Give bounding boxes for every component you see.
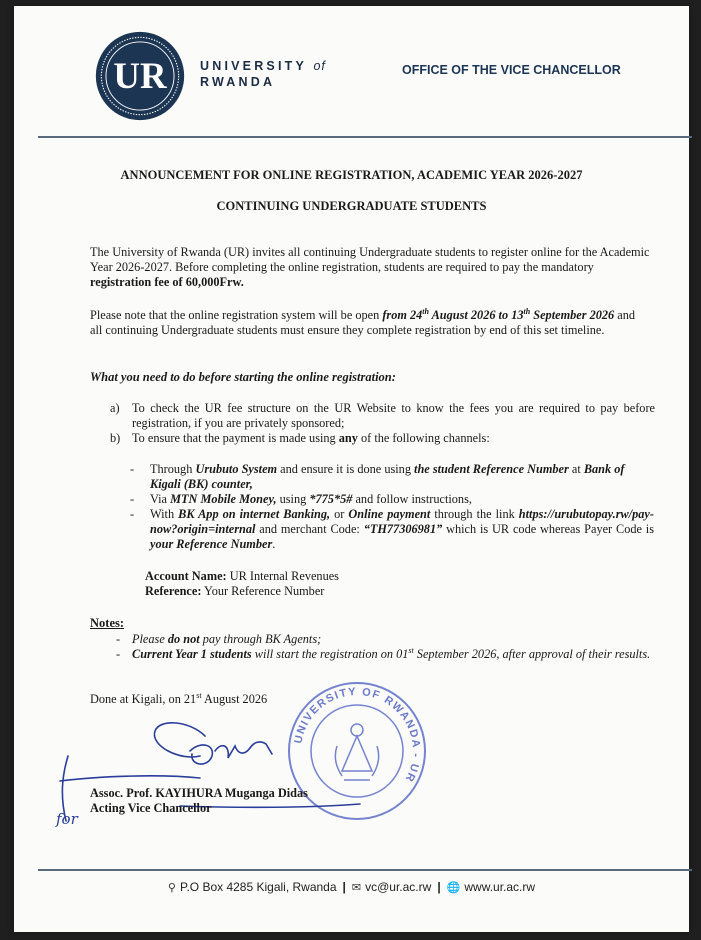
channel-urubuto: Urubuto System bbox=[195, 462, 278, 476]
for-mark: for bbox=[56, 810, 78, 828]
merchant-code: “TH77306981” bbox=[363, 522, 443, 536]
footer-separator: | bbox=[437, 880, 441, 894]
signer-title: Acting Vice Chancellor bbox=[90, 801, 212, 815]
channel-mtn: MTN Mobile Money, bbox=[170, 492, 277, 506]
channel-text: or bbox=[330, 507, 349, 521]
location-pin-icon: ⚲ bbox=[167, 882, 176, 894]
timeline-end: September 2026 bbox=[530, 308, 615, 322]
list-marker: - bbox=[130, 507, 135, 521]
note-text: pay through BK Agents; bbox=[199, 632, 322, 646]
channel-reference: the student Reference Number bbox=[414, 462, 569, 476]
done-sup: st bbox=[196, 690, 202, 700]
registration-fee: registration fee of 60,000Frw. bbox=[90, 275, 244, 289]
globe-icon: 🌐 bbox=[446, 882, 461, 894]
reference-value: Your Reference Number bbox=[201, 584, 325, 598]
list-item bbox=[110, 401, 655, 431]
note-bold: Current Year 1 students bbox=[132, 647, 252, 661]
channel-text: Through bbox=[150, 462, 196, 476]
timeline-to-sup: th bbox=[523, 306, 531, 316]
footer-email[interactable]: vc@ur.ac.rw bbox=[365, 880, 432, 894]
list-item bbox=[130, 462, 654, 492]
channel-bk-counter: Bank of Kigali (BK) counter, bbox=[150, 462, 625, 491]
note-text: will start the registration on 01 bbox=[251, 647, 409, 661]
channel-text: using bbox=[276, 492, 310, 506]
university-name-of: of bbox=[313, 59, 326, 73]
footer-address: P.O Box 4285 Kigali, Rwanda bbox=[179, 880, 337, 894]
reference-label: Reference: bbox=[145, 584, 202, 598]
step-text-post: of the following channels: bbox=[357, 431, 490, 445]
channel-online-payment: Online payment bbox=[348, 507, 431, 521]
timeline-mid: August 2026 to 13 bbox=[428, 308, 524, 322]
step-text: To ensure that the payment is made using bbox=[132, 431, 339, 445]
university-logo-seal bbox=[94, 30, 186, 122]
notes-list bbox=[110, 632, 655, 662]
channel-ussd-code: *775*5# bbox=[309, 492, 353, 506]
channel-text: Via bbox=[150, 492, 171, 506]
list-item bbox=[130, 507, 654, 552]
notes-heading: Notes: bbox=[90, 616, 125, 630]
note-text: September 2026, after approval of their results. bbox=[413, 647, 651, 661]
header-divider bbox=[38, 136, 692, 138]
university-name-line2: RWANDA bbox=[200, 75, 276, 89]
list-marker: a) bbox=[110, 401, 120, 415]
intro-text: The University of Rwanda (UR) invites all continuing Undergraduate students to register online for the Academic Year 2026-2027. Before completing the online registration, students are required to pay the mandatory bbox=[90, 245, 650, 274]
channel-text: which is UR code whereas Payer Code is bbox=[442, 522, 654, 536]
university-name bbox=[200, 58, 326, 90]
list-marker: - bbox=[116, 632, 121, 646]
list-item bbox=[110, 431, 655, 446]
channel-text: and follow instructions, bbox=[352, 492, 472, 506]
timeline-paragraph bbox=[90, 308, 650, 338]
account-name-label: Account Name: bbox=[145, 569, 227, 583]
university-name-line1: UNIVERSITY bbox=[200, 59, 307, 73]
account-details bbox=[145, 569, 339, 599]
list-marker: b) bbox=[110, 431, 121, 445]
note-sup: st bbox=[408, 645, 414, 655]
channel-text: at bbox=[568, 462, 584, 476]
announcement-title: ANNOUNCEMENT FOR ONLINE REGISTRATION, ACADEMIC YEAR 2026-2027 bbox=[120, 168, 583, 182]
timeline-post: and all continuing Undergraduate students must ensure they complete registration by end of this set timeline. bbox=[90, 308, 636, 337]
payment-channels-list bbox=[130, 462, 654, 552]
list-marker: - bbox=[116, 647, 121, 661]
signer-name: Assoc. Prof. KAYIHURA Muganga Didas bbox=[90, 786, 308, 800]
channel-bk-app: BK App on internet Banking, bbox=[178, 507, 331, 521]
channel-text: and merchant Code: bbox=[255, 522, 364, 536]
done-pre: Done at Kigali, on 21 bbox=[90, 692, 197, 706]
document-page bbox=[14, 6, 689, 932]
channel-text: With bbox=[150, 507, 179, 521]
step-text: To check the UR fee structure on the UR Website to know the fees you are required to pay before registration, if you are privately sponsored; bbox=[132, 401, 655, 430]
timeline-pre: Please note that the online registration system will be open bbox=[90, 308, 383, 322]
payer-code: your Reference Number bbox=[150, 537, 273, 551]
channel-text: and ensure it is done using bbox=[277, 462, 415, 476]
office-title: OFFICE OF THE VICE CHANCELLOR bbox=[402, 63, 621, 77]
signer-block bbox=[90, 786, 308, 816]
note-bold: do not bbox=[167, 632, 200, 646]
list-item bbox=[110, 647, 655, 662]
footer-contact bbox=[14, 880, 689, 894]
done-post: August 2026 bbox=[201, 692, 268, 706]
list-item bbox=[110, 632, 655, 647]
handwritten-signature bbox=[40, 696, 370, 846]
stamp-ring-text: UNIVERSITY OF RWANDA - UR bbox=[292, 685, 423, 785]
footer-separator: | bbox=[342, 880, 346, 894]
steps-list bbox=[110, 401, 655, 446]
before-registration-heading: What you need to do before starting the online registration: bbox=[90, 370, 396, 384]
announcement-subtitle: CONTINUING UNDERGRADUATE STUDENTS bbox=[216, 199, 487, 213]
footer-divider bbox=[38, 869, 692, 871]
account-name-value: UR Internal Revenues bbox=[226, 569, 339, 583]
logo-text: UR bbox=[113, 54, 167, 96]
step-bold: any bbox=[338, 431, 358, 445]
intro-paragraph bbox=[90, 245, 650, 290]
channel-text: through the link bbox=[430, 507, 519, 521]
timeline-from: from 24 bbox=[382, 308, 423, 322]
footer-website[interactable]: www.ur.ac.rw bbox=[464, 880, 536, 894]
timeline-from-sup: th bbox=[422, 306, 429, 316]
list-marker: - bbox=[130, 462, 135, 476]
payment-link[interactable]: https://urubutopay.rw/pay-now?origin=internal bbox=[150, 507, 654, 536]
list-item bbox=[130, 492, 654, 507]
channel-text: . bbox=[272, 537, 276, 551]
note-text: Please bbox=[132, 632, 168, 646]
mail-icon: ✉ bbox=[351, 882, 362, 894]
list-marker: - bbox=[130, 492, 135, 506]
